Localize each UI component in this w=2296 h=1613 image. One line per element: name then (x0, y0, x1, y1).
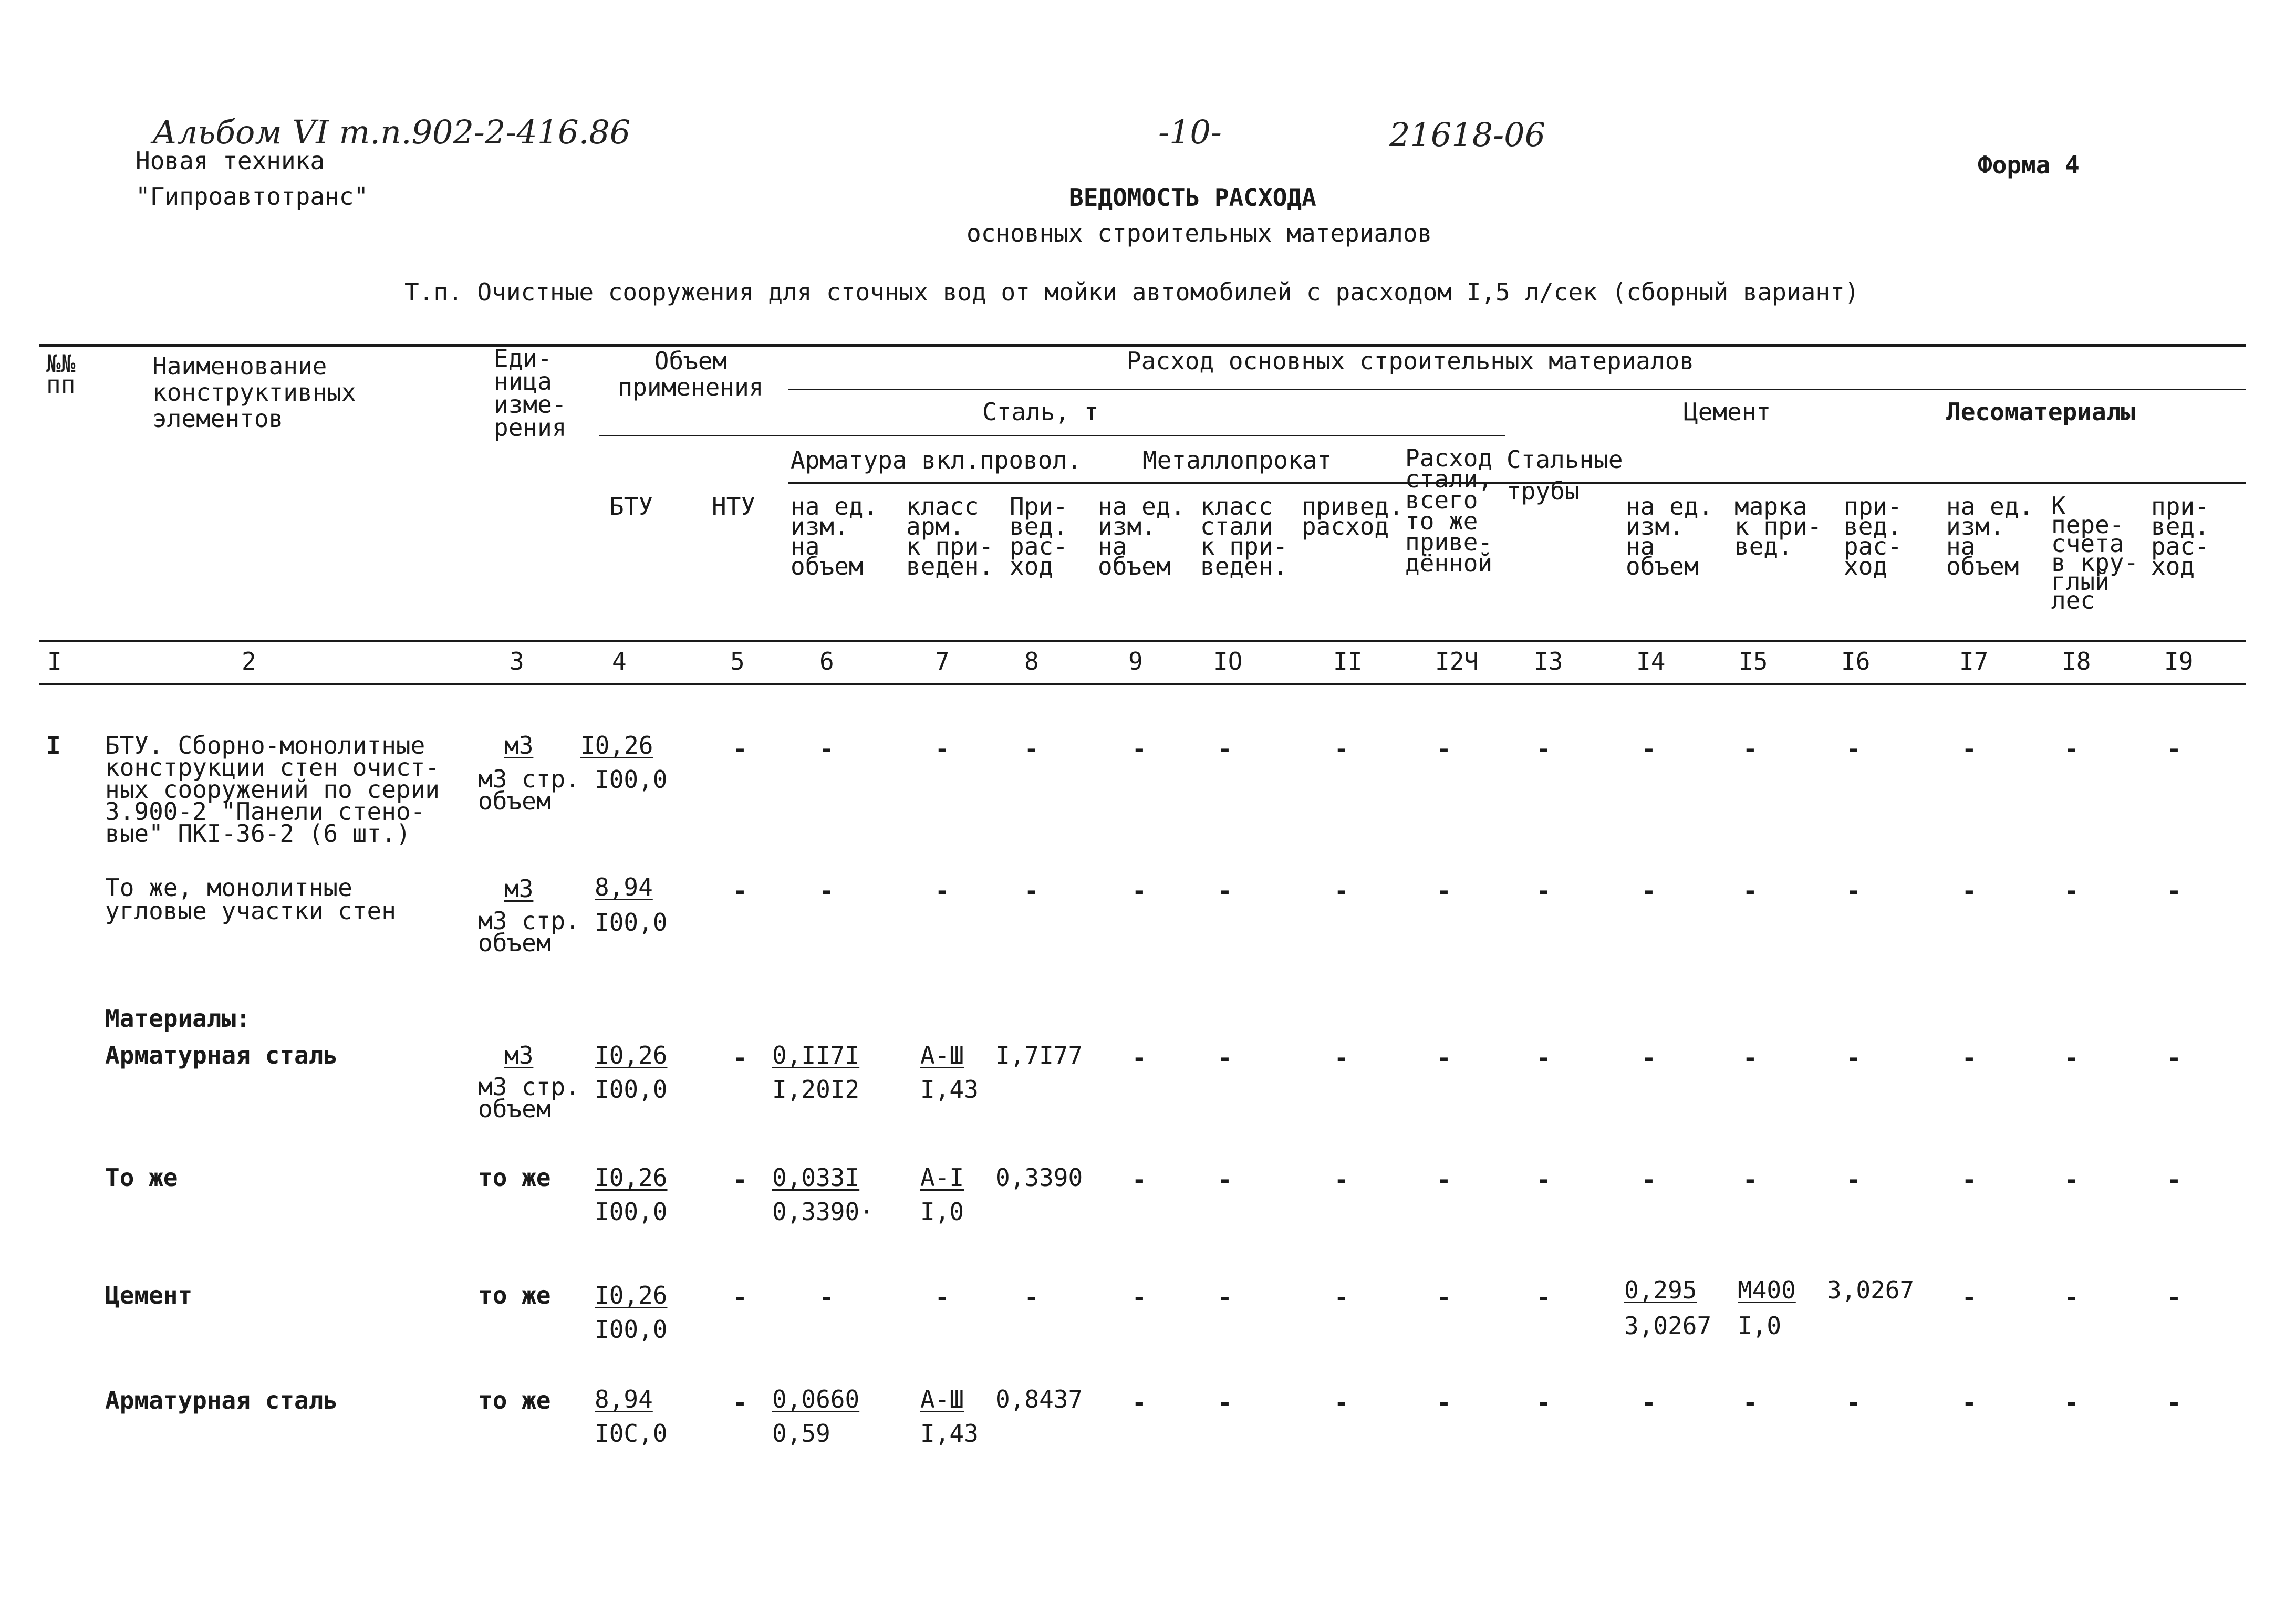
empty-cell-dash: - (733, 1388, 747, 1417)
colnum-5: 5 (730, 647, 745, 675)
col-metal-header: Металлопрокат (1142, 446, 1332, 474)
empty-cell-dash: - (1642, 877, 1656, 905)
row3-unit-bottom: м3 стр. объем (478, 1073, 580, 1123)
row4-btu-top: I0,26 (595, 1163, 668, 1192)
empty-cell-dash: - (1132, 1044, 1147, 1072)
empty-cell-dash: - (1218, 1388, 1232, 1417)
colnum-bottom-rule (39, 683, 2246, 685)
empty-cell-dash: - (2167, 1388, 2181, 1417)
rule-under-volume-steel (599, 435, 1505, 436)
row4-c6-top: 0,033I (772, 1163, 860, 1192)
empty-cell-dash: - (1846, 877, 1861, 905)
empty-cell-dash: - (1437, 1283, 1451, 1312)
empty-cell-dash: - (1218, 1165, 1232, 1194)
empty-cell-dash: - (819, 877, 834, 905)
empty-cell-dash: - (1334, 877, 1349, 905)
empty-cell-dash: - (1132, 735, 1147, 763)
empty-cell-dash: - (935, 735, 950, 763)
col-16-header: при- вед. рас- ход (1844, 492, 1902, 580)
row3-name: Арматурная сталь (105, 1041, 338, 1069)
empty-cell-dash: - (2064, 1283, 2079, 1312)
empty-cell-dash: - (1218, 1283, 1232, 1312)
empty-cell-dash: - (1743, 1044, 1758, 1072)
colnum-15: I5 (1739, 647, 1768, 675)
empty-cell-dash: - (1437, 1388, 1451, 1417)
empty-cell-dash: - (1437, 1044, 1451, 1072)
row3-btu-bottom: I00,0 (595, 1075, 668, 1104)
row1-unit-top: м3 (504, 731, 534, 759)
empty-cell-dash: - (733, 735, 747, 763)
row5-c15-bottom: I,0 (1738, 1312, 1782, 1340)
empty-cell-dash: - (1132, 1165, 1147, 1194)
empty-cell-dash: - (2064, 877, 2079, 905)
row2-btu-bottom: I00,0 (595, 908, 668, 936)
col-unit-header: Еди- ница изме- рения (494, 344, 567, 442)
row4-c7-bottom: I,0 (920, 1198, 964, 1226)
empty-cell-dash: - (2167, 1165, 2181, 1194)
form-label: Форма 4 (1978, 151, 2080, 179)
colnum-12: I2Ч (1435, 647, 1479, 675)
empty-cell-dash: - (1846, 735, 1861, 763)
empty-cell-dash: - (1437, 1165, 1451, 1194)
empty-cell-dash: - (1642, 1044, 1656, 1072)
materials-heading: Материалы: (105, 1004, 251, 1033)
row3-btu-top: I0,26 (595, 1041, 668, 1069)
empty-cell-dash: - (1132, 1283, 1147, 1312)
row4-unit: то же (478, 1163, 551, 1192)
colnum-16: I6 (1841, 647, 1871, 675)
colnum-10: IO (1213, 647, 1243, 675)
empty-cell-dash: - (1536, 1044, 1551, 1072)
doc-title: ВЕДОМОСТЬ РАСХОДА (1069, 183, 1316, 212)
empty-cell-dash: - (1743, 877, 1758, 905)
row1-btu-top: I0,26 (580, 731, 653, 759)
colnum-3: 3 (510, 647, 524, 675)
empty-cell-dash: - (1437, 877, 1451, 905)
empty-cell-dash: - (819, 1283, 834, 1312)
empty-cell-dash: - (1536, 877, 1551, 905)
empty-cell-dash: - (819, 735, 834, 763)
row3-c6-bottom: I,20I2 (772, 1075, 860, 1104)
org-line-1: Новая техника (136, 147, 325, 175)
row5-c15-top: М400 (1738, 1276, 1796, 1304)
empty-cell-dash: - (1334, 1044, 1349, 1072)
row3-c7-top: А-Ш (920, 1041, 964, 1069)
row6-c6-bottom: 0,59 (772, 1419, 830, 1448)
empty-cell-dash: - (1024, 735, 1039, 763)
empty-cell-dash: - (1962, 1388, 1977, 1417)
empty-cell-dash: - (1642, 1388, 1656, 1417)
empty-cell-dash: - (1334, 735, 1349, 763)
doc-subtitle: Т.п. Очистные сооружения для сточных вод от мойки автомобилей с расходом I,5 л/сек (сборный вариант) (404, 278, 1859, 306)
col-15-header: марка к при- вед. (1734, 492, 1822, 560)
row6-btu-bottom: I0C,0 (595, 1419, 668, 1448)
colnum-11: II (1333, 647, 1363, 675)
empty-cell-dash: - (1743, 735, 1758, 763)
col-rashod-stali-header: Расход стали, всего то же приве- дённой (1405, 444, 1493, 577)
empty-cell-dash: - (1962, 1283, 1977, 1312)
colnum-2: 2 (242, 647, 256, 675)
row5-c16: 3,0267 (1827, 1276, 1915, 1304)
empty-cell-dash: - (1962, 1044, 1977, 1072)
colnum-7: 7 (935, 647, 950, 675)
col-cement-header: Цемент (1684, 398, 1771, 426)
row2-unit-top: м3 (504, 875, 534, 903)
colnum-14: I4 (1636, 647, 1666, 675)
col-ntu-header: НТУ (712, 492, 756, 521)
empty-cell-dash: - (1218, 1044, 1232, 1072)
empty-cell-dash: - (2167, 735, 2181, 763)
colnum-4: 4 (612, 647, 627, 675)
handwritten-doc-code: 21618-06 (1389, 116, 1546, 154)
empty-cell-dash: - (733, 1044, 747, 1072)
colnum-8: 8 (1024, 647, 1039, 675)
empty-cell-dash: - (733, 1165, 747, 1194)
org-line-2: "Гипроавтотранс" (136, 182, 369, 211)
col-6-header: на ед. изм. на объем (791, 492, 878, 580)
empty-cell-dash: - (2064, 1388, 2079, 1417)
col-steel-header: Сталь, т (982, 398, 1099, 426)
empty-cell-dash: - (1962, 877, 1977, 905)
empty-cell-dash: - (1437, 735, 1451, 763)
row5-name: Цемент (105, 1281, 193, 1309)
empty-cell-dash: - (935, 877, 950, 905)
empty-cell-dash: - (1334, 1388, 1349, 1417)
col-10-header: класс стали к при- веден. (1200, 492, 1288, 580)
col-7-header: класс арм. к при- веден. (906, 492, 994, 580)
row3-unit-top: м3 (504, 1041, 534, 1069)
row1-num: I (46, 731, 61, 759)
colnum-1: I (47, 647, 62, 675)
col-volume-header: Объем применения (618, 347, 764, 401)
row4-name: То же (105, 1163, 178, 1192)
row6-c6-top: 0,0660 (772, 1385, 860, 1413)
row2-unit-bottom: м3 стр. объем (478, 907, 580, 957)
empty-cell-dash: - (1132, 1388, 1147, 1417)
empty-cell-dash: - (1743, 1388, 1758, 1417)
empty-cell-dash: - (1536, 1165, 1551, 1194)
empty-cell-dash: - (2064, 1044, 2079, 1072)
row4-c6-bottom: 0,3390· (772, 1198, 874, 1226)
empty-cell-dash: - (1743, 1165, 1758, 1194)
row6-name: Арматурная сталь (105, 1386, 338, 1414)
handwritten-album-ref: Альбом VI т.п.902-2-416.86 (152, 113, 631, 151)
row1-unit-bottom: м3 стр. объем (478, 765, 580, 815)
empty-cell-dash: - (1962, 1165, 1977, 1194)
empty-cell-dash: - (1642, 735, 1656, 763)
empty-cell-dash: - (1962, 735, 1977, 763)
row6-btu-top: 8,94 (595, 1385, 653, 1413)
row6-c7-top: А-Ш (920, 1385, 964, 1413)
empty-cell-dash: - (733, 1283, 747, 1312)
col-les-header: Лесоматериалы (1946, 398, 2136, 426)
row2-name: То же, монолитные угловые участки стен (105, 873, 396, 925)
empty-cell-dash: - (1024, 877, 1039, 905)
empty-cell-dash: - (2167, 1283, 2181, 1312)
row5-c14-top: 0,295 (1624, 1276, 1697, 1304)
col-pipes-header: Стальные трубы (1507, 445, 1623, 505)
empty-cell-dash: - (1846, 1165, 1861, 1194)
col-btu-header: БТУ (609, 492, 653, 521)
empty-cell-dash: - (1334, 1283, 1349, 1312)
empty-cell-dash: - (1536, 735, 1551, 763)
empty-cell-dash: - (1334, 1165, 1349, 1194)
empty-cell-dash: - (1642, 1165, 1656, 1194)
empty-cell-dash: - (1536, 1388, 1551, 1417)
row4-btu-bottom: I00,0 (595, 1198, 668, 1226)
row5-btu-top: I0,26 (595, 1281, 668, 1309)
col-name-header: Наименование конструктивных элементов (152, 352, 356, 433)
rule-under-rashod (788, 389, 2246, 390)
row6-unit: то же (478, 1386, 551, 1414)
row4-c7-top: А-I (920, 1163, 964, 1192)
empty-cell-dash: - (2064, 1165, 2079, 1194)
row6-c8: 0,8437 (995, 1385, 1083, 1413)
col-8-header: При- вед. рас- ход (1010, 492, 1068, 580)
row3-c7-bottom: I,43 (920, 1075, 979, 1104)
colnum-19: I9 (2164, 647, 2194, 675)
empty-cell-dash: - (2064, 735, 2079, 763)
empty-cell-dash: - (2167, 877, 2181, 905)
empty-cell-dash: - (935, 1283, 950, 1312)
row5-btu-bottom: I00,0 (595, 1315, 668, 1344)
empty-cell-dash: - (2167, 1044, 2181, 1072)
col-19-header: при- вед. рас- ход (2151, 492, 2209, 580)
colnum-18: I8 (2062, 647, 2091, 675)
row5-c14-bottom: 3,0267 (1624, 1312, 1712, 1340)
handwritten-page-number: -10- (1158, 113, 1222, 151)
col-num-header: №№ пп (46, 349, 76, 399)
row3-c8: I,7I77 (995, 1041, 1083, 1069)
empty-cell-dash: - (1218, 735, 1232, 763)
row5-unit: то же (478, 1281, 551, 1309)
col-11-header: привед. расход (1302, 492, 1404, 540)
col-9-header: на ед. изм. на объем (1098, 492, 1186, 580)
row1-btu-bottom: I00,0 (595, 765, 668, 794)
row4-c8: 0,3390 (995, 1163, 1083, 1192)
colnum-9: 9 (1128, 647, 1143, 675)
empty-cell-dash: - (733, 877, 747, 905)
row3-c6-top: 0,II7I (772, 1041, 860, 1069)
col-armatura-header: Арматура вкл.провол. (791, 446, 1082, 474)
empty-cell-dash: - (1846, 1388, 1861, 1417)
empty-cell-dash: - (1024, 1283, 1039, 1312)
col-14-header: на ед. изм. на объем (1626, 492, 1713, 580)
colnum-13: I3 (1534, 647, 1563, 675)
row2-btu-top: 8,94 (595, 873, 653, 901)
empty-cell-dash: - (1536, 1283, 1551, 1312)
empty-cell-dash: - (1846, 1044, 1861, 1072)
empty-cell-dash: - (1218, 877, 1232, 905)
colnum-17: I7 (1959, 647, 1989, 675)
empty-cell-dash: - (1132, 877, 1147, 905)
row1-name: БТУ. Сборно-монолитные конструкции стен очист- ных сооружений по серии 3.900-2 "Панели стено- вые" ПКI-36-2 (6 шт.) (105, 731, 440, 848)
row6-c7-bottom: I,43 (920, 1419, 979, 1448)
col-rashod-header: Расход основных строительных материалов (1127, 347, 1695, 375)
colnum-6: 6 (819, 647, 834, 675)
col-18-header: К пере- счета в кру- глый лес (2051, 492, 2139, 615)
header-bottom-rule (39, 640, 2246, 642)
col-17-header: на ед. изм. на объем (1946, 492, 2034, 580)
doc-title-2: основных строительных материалов (967, 219, 1432, 247)
